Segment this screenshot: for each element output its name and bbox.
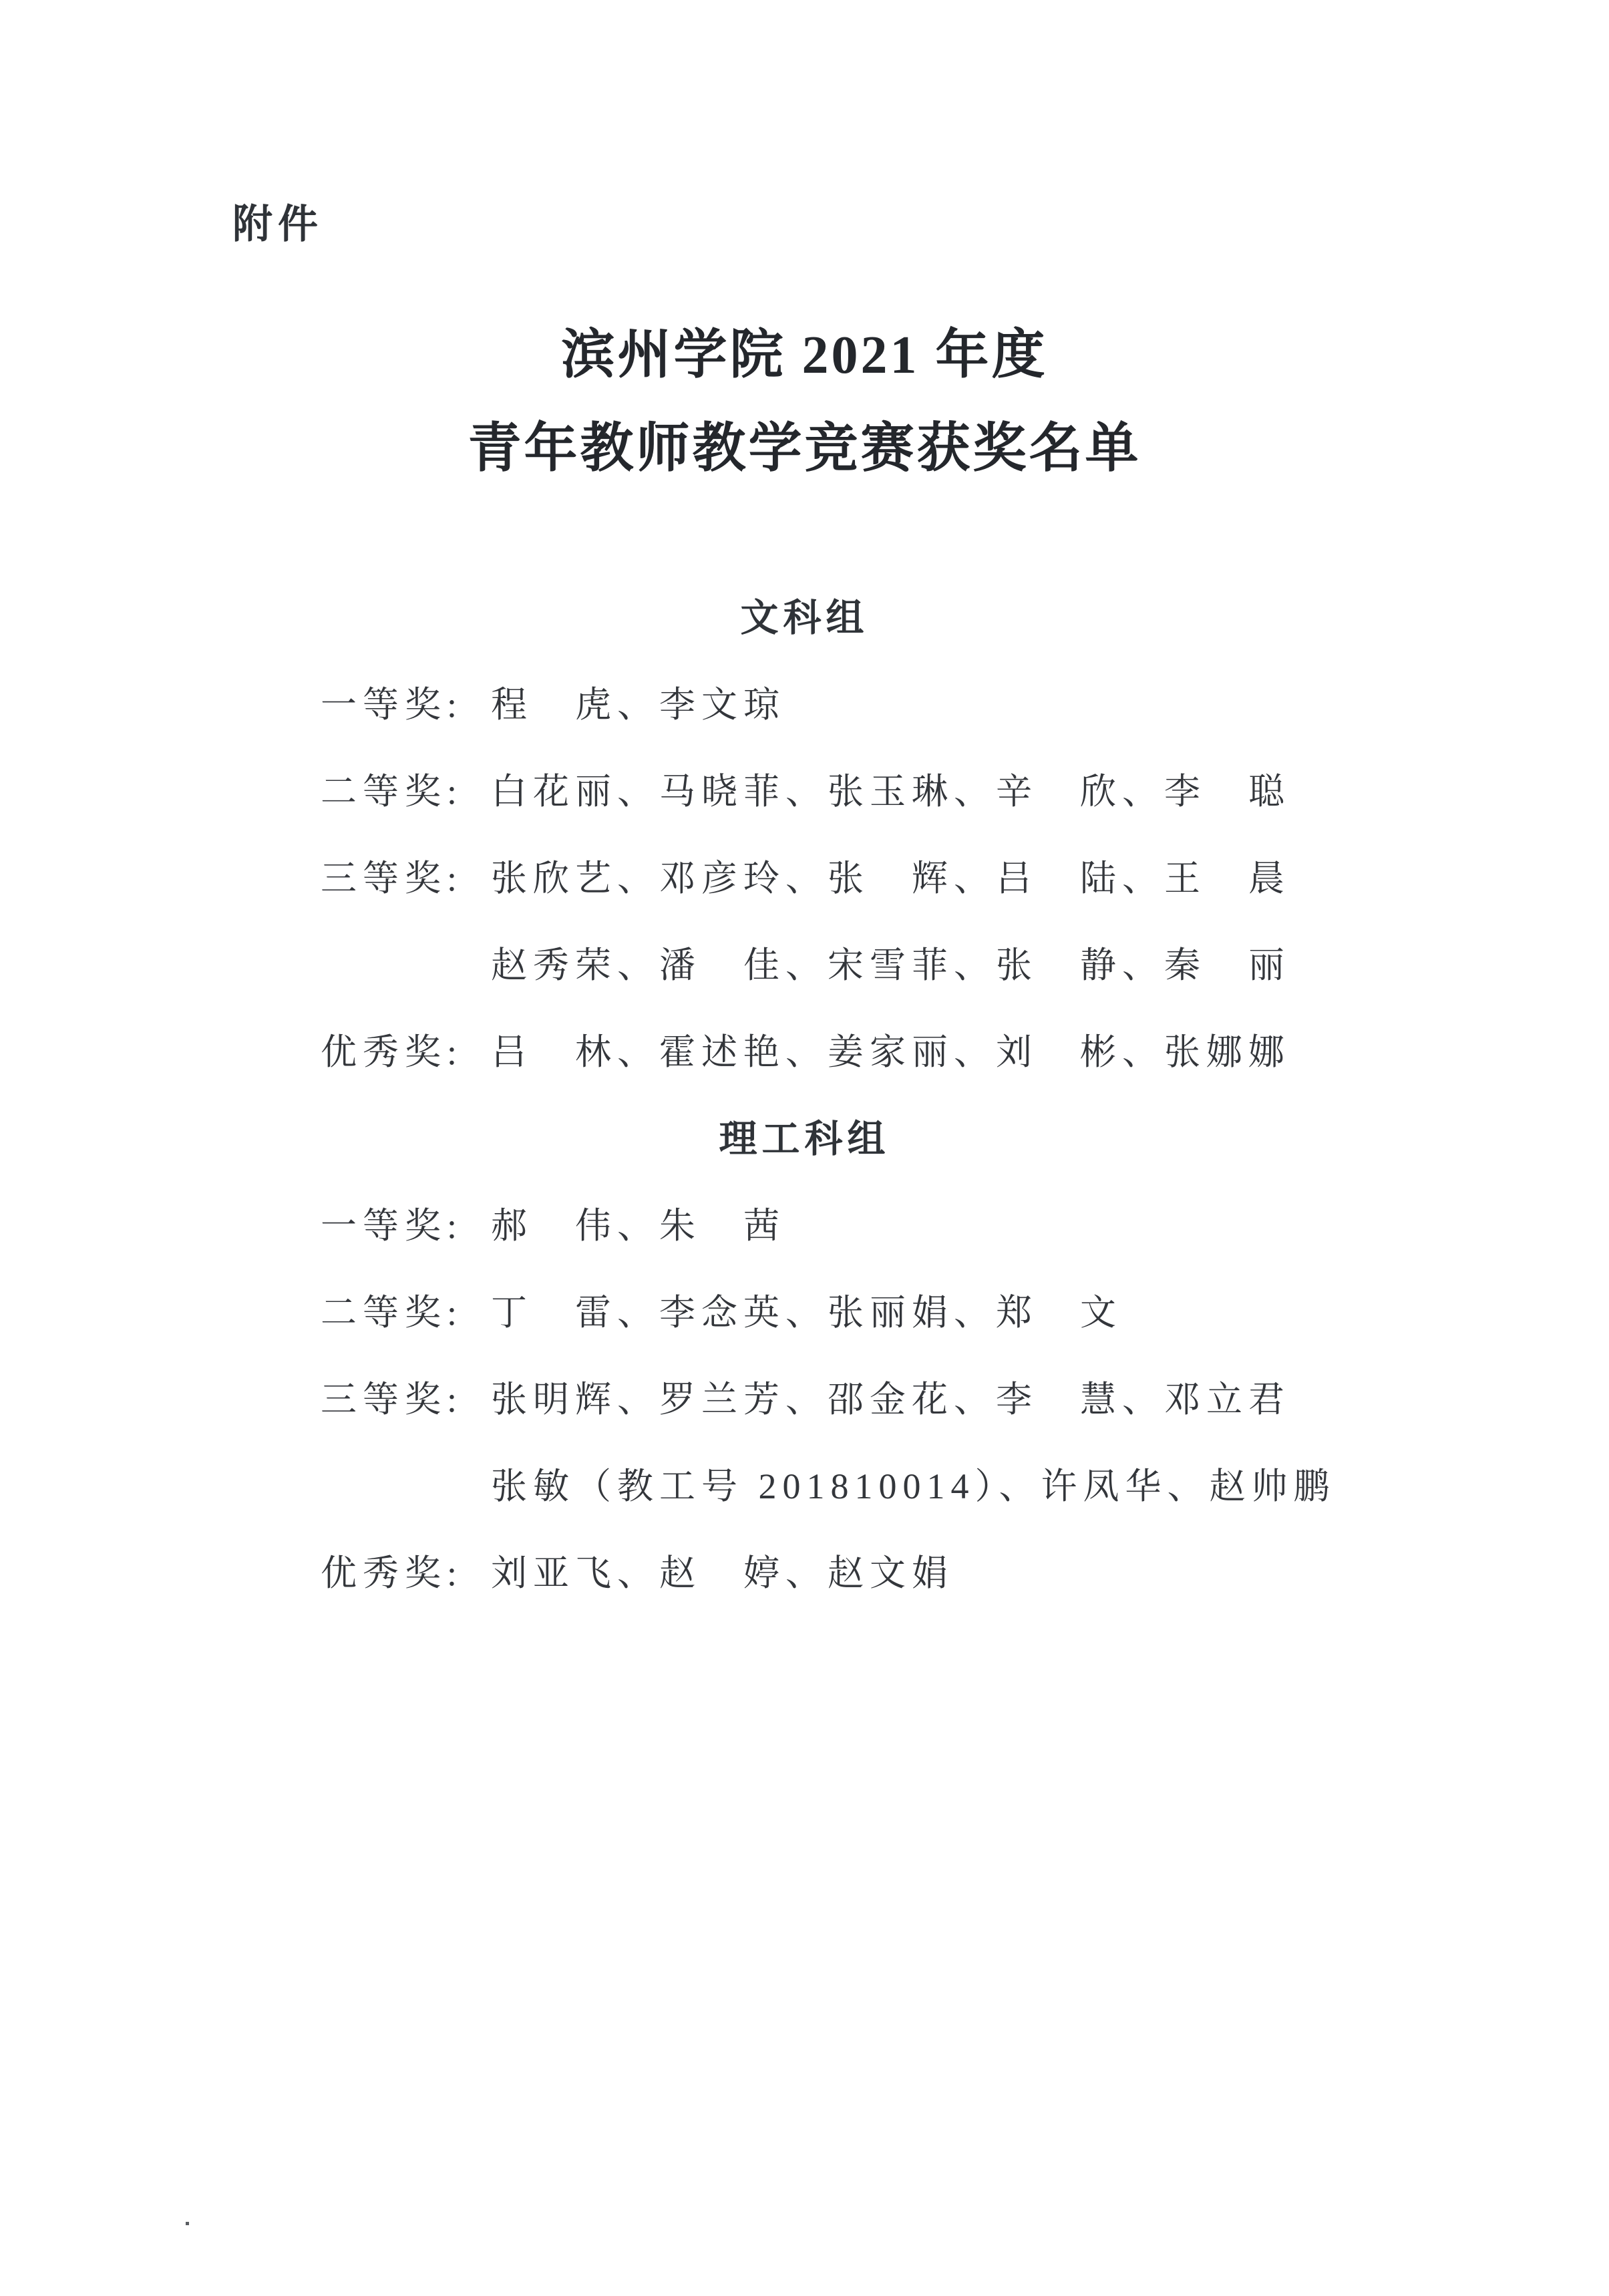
award-label: 三等奖:	[321, 1379, 464, 1420]
award-label: 三等奖:	[321, 858, 464, 898]
document-title-line-1: 滨州学院 2021 年度	[561, 326, 1048, 385]
award-names: 吕 林、霍述艳、姜家丽、刘 彬、张娜娜	[491, 1032, 1290, 1072]
scan-artifact-dot	[186, 2222, 189, 2225]
award-row	[321, 1530, 1496, 1617]
award-names: 刘亚飞、赵 婷、赵文娟	[491, 1553, 954, 1593]
award-row	[321, 1009, 1496, 1096]
award-label: 优秀奖:	[321, 1032, 464, 1072]
document-title-line-2: 青年教师教学竞赛获奖名单	[468, 420, 1141, 478]
award-label: 一等奖:	[321, 1206, 464, 1246]
award-row	[321, 1269, 1496, 1356]
award-names: 赵秀荣、潘 佳、宋雪菲、张 静、秦 丽	[491, 945, 1290, 985]
award-row	[321, 1356, 1496, 1443]
award-label: 优秀奖:	[321, 1553, 464, 1593]
document-title	[0, 309, 1609, 496]
award-names: 张敏（教工号 201810014）、许凤华、赵帅鹏	[491, 1466, 1336, 1506]
award-label: 二等奖:	[321, 772, 464, 812]
award-names: 郝 伟、朱 茜	[491, 1206, 785, 1246]
award-row	[321, 661, 1496, 748]
award-label: 一等奖:	[321, 685, 464, 725]
group-header-science-engineering: 理工科组	[719, 1118, 890, 1160]
award-names: 丁 雷、李念英、张丽娟、郑 文	[491, 1293, 1122, 1333]
award-label: 二等奖:	[321, 1293, 464, 1333]
award-label	[321, 1443, 491, 1530]
award-row-continuation	[321, 1443, 1496, 1530]
attachment-label: 附件	[232, 202, 323, 247]
award-row	[321, 1182, 1496, 1269]
award-names: 程 虎、李文琼	[491, 685, 785, 725]
award-names: 张欣艺、邓彦玲、张 辉、吕 陆、王 晨	[491, 858, 1290, 898]
award-names: 张明辉、罗兰芳、邵金花、李 慧、邓立君	[491, 1379, 1290, 1420]
award-row	[321, 748, 1496, 835]
award-names: 白花丽、马晓菲、张玉琳、辛 欣、李 聪	[491, 772, 1290, 812]
award-list	[321, 575, 1496, 1617]
award-label	[321, 922, 491, 1009]
award-row	[321, 835, 1496, 922]
group-header-liberal-arts: 文科组	[740, 597, 869, 639]
award-row-continuation	[321, 922, 1496, 1009]
